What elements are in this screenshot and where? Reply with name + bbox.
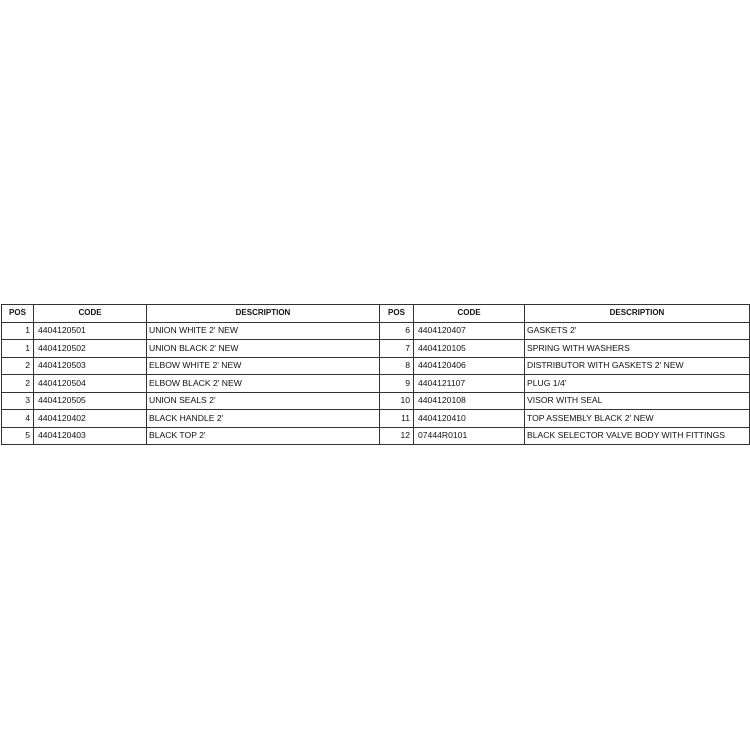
code-cell: 4404120108 bbox=[414, 392, 525, 410]
description-cell: UNION WHITE 2' NEW bbox=[147, 322, 380, 340]
pos-cell: 11 bbox=[380, 410, 414, 428]
table-row bbox=[2, 392, 750, 410]
pos-cell: 8 bbox=[380, 357, 414, 375]
description-cell: TOP ASSEMBLY BLACK 2' NEW bbox=[525, 410, 750, 428]
pos-cell: 4 bbox=[2, 410, 34, 428]
parts-list-table bbox=[1, 304, 750, 445]
table-row bbox=[2, 357, 750, 375]
pos-cell: 10 bbox=[380, 392, 414, 410]
code-cell: 4404120501 bbox=[34, 322, 147, 340]
table-header-row bbox=[2, 305, 750, 323]
pos-cell: 12 bbox=[380, 427, 414, 445]
pos-column-header: POS bbox=[2, 305, 34, 323]
description-cell: VISOR WITH SEAL bbox=[525, 392, 750, 410]
pos-cell: 1 bbox=[2, 322, 34, 340]
description-cell: BLACK HANDLE 2' bbox=[147, 410, 380, 428]
code-cell: 4404120410 bbox=[414, 410, 525, 428]
code-column-header: CODE bbox=[34, 305, 147, 323]
table-row bbox=[2, 375, 750, 393]
table-row bbox=[2, 427, 750, 445]
description-column-header: DESCRIPTION bbox=[525, 305, 750, 323]
description-cell: GASKETS 2' bbox=[525, 322, 750, 340]
description-cell: DISTRIBUTOR WITH GASKETS 2' NEW bbox=[525, 357, 750, 375]
pos-cell: 2 bbox=[2, 357, 34, 375]
code-cell: 4404120504 bbox=[34, 375, 147, 393]
description-cell: ELBOW WHITE 2' NEW bbox=[147, 357, 380, 375]
pos-cell: 5 bbox=[2, 427, 34, 445]
description-cell: BLACK SELECTOR VALVE BODY WITH FITTINGS bbox=[525, 427, 750, 445]
code-column-header: CODE bbox=[414, 305, 525, 323]
pos-column-header: POS bbox=[380, 305, 414, 323]
code-cell: 4404120505 bbox=[34, 392, 147, 410]
code-cell: 4404120402 bbox=[34, 410, 147, 428]
description-cell: PLUG 1/4' bbox=[525, 375, 750, 393]
code-cell: 4404120502 bbox=[34, 340, 147, 358]
code-cell: 4404120503 bbox=[34, 357, 147, 375]
description-cell: UNION SEALS 2' bbox=[147, 392, 380, 410]
description-column-header: DESCRIPTION bbox=[147, 305, 380, 323]
pos-cell: 7 bbox=[380, 340, 414, 358]
code-cell: 07444R0101 bbox=[414, 427, 525, 445]
code-cell: 4404120403 bbox=[34, 427, 147, 445]
pos-cell: 1 bbox=[2, 340, 34, 358]
pos-cell: 6 bbox=[380, 322, 414, 340]
code-cell: 4404121107 bbox=[414, 375, 525, 393]
description-cell: BLACK TOP 2' bbox=[147, 427, 380, 445]
description-cell: SPRING WITH WASHERS bbox=[525, 340, 750, 358]
pos-cell: 9 bbox=[380, 375, 414, 393]
code-cell: 4404120105 bbox=[414, 340, 525, 358]
table-row bbox=[2, 340, 750, 358]
description-cell: ELBOW BLACK 2' NEW bbox=[147, 375, 380, 393]
pos-cell: 3 bbox=[2, 392, 34, 410]
pos-cell: 2 bbox=[2, 375, 34, 393]
table-row bbox=[2, 410, 750, 428]
table-row bbox=[2, 322, 750, 340]
code-cell: 4404120407 bbox=[414, 322, 525, 340]
description-cell: UNION BLACK 2' NEW bbox=[147, 340, 380, 358]
code-cell: 4404120406 bbox=[414, 357, 525, 375]
